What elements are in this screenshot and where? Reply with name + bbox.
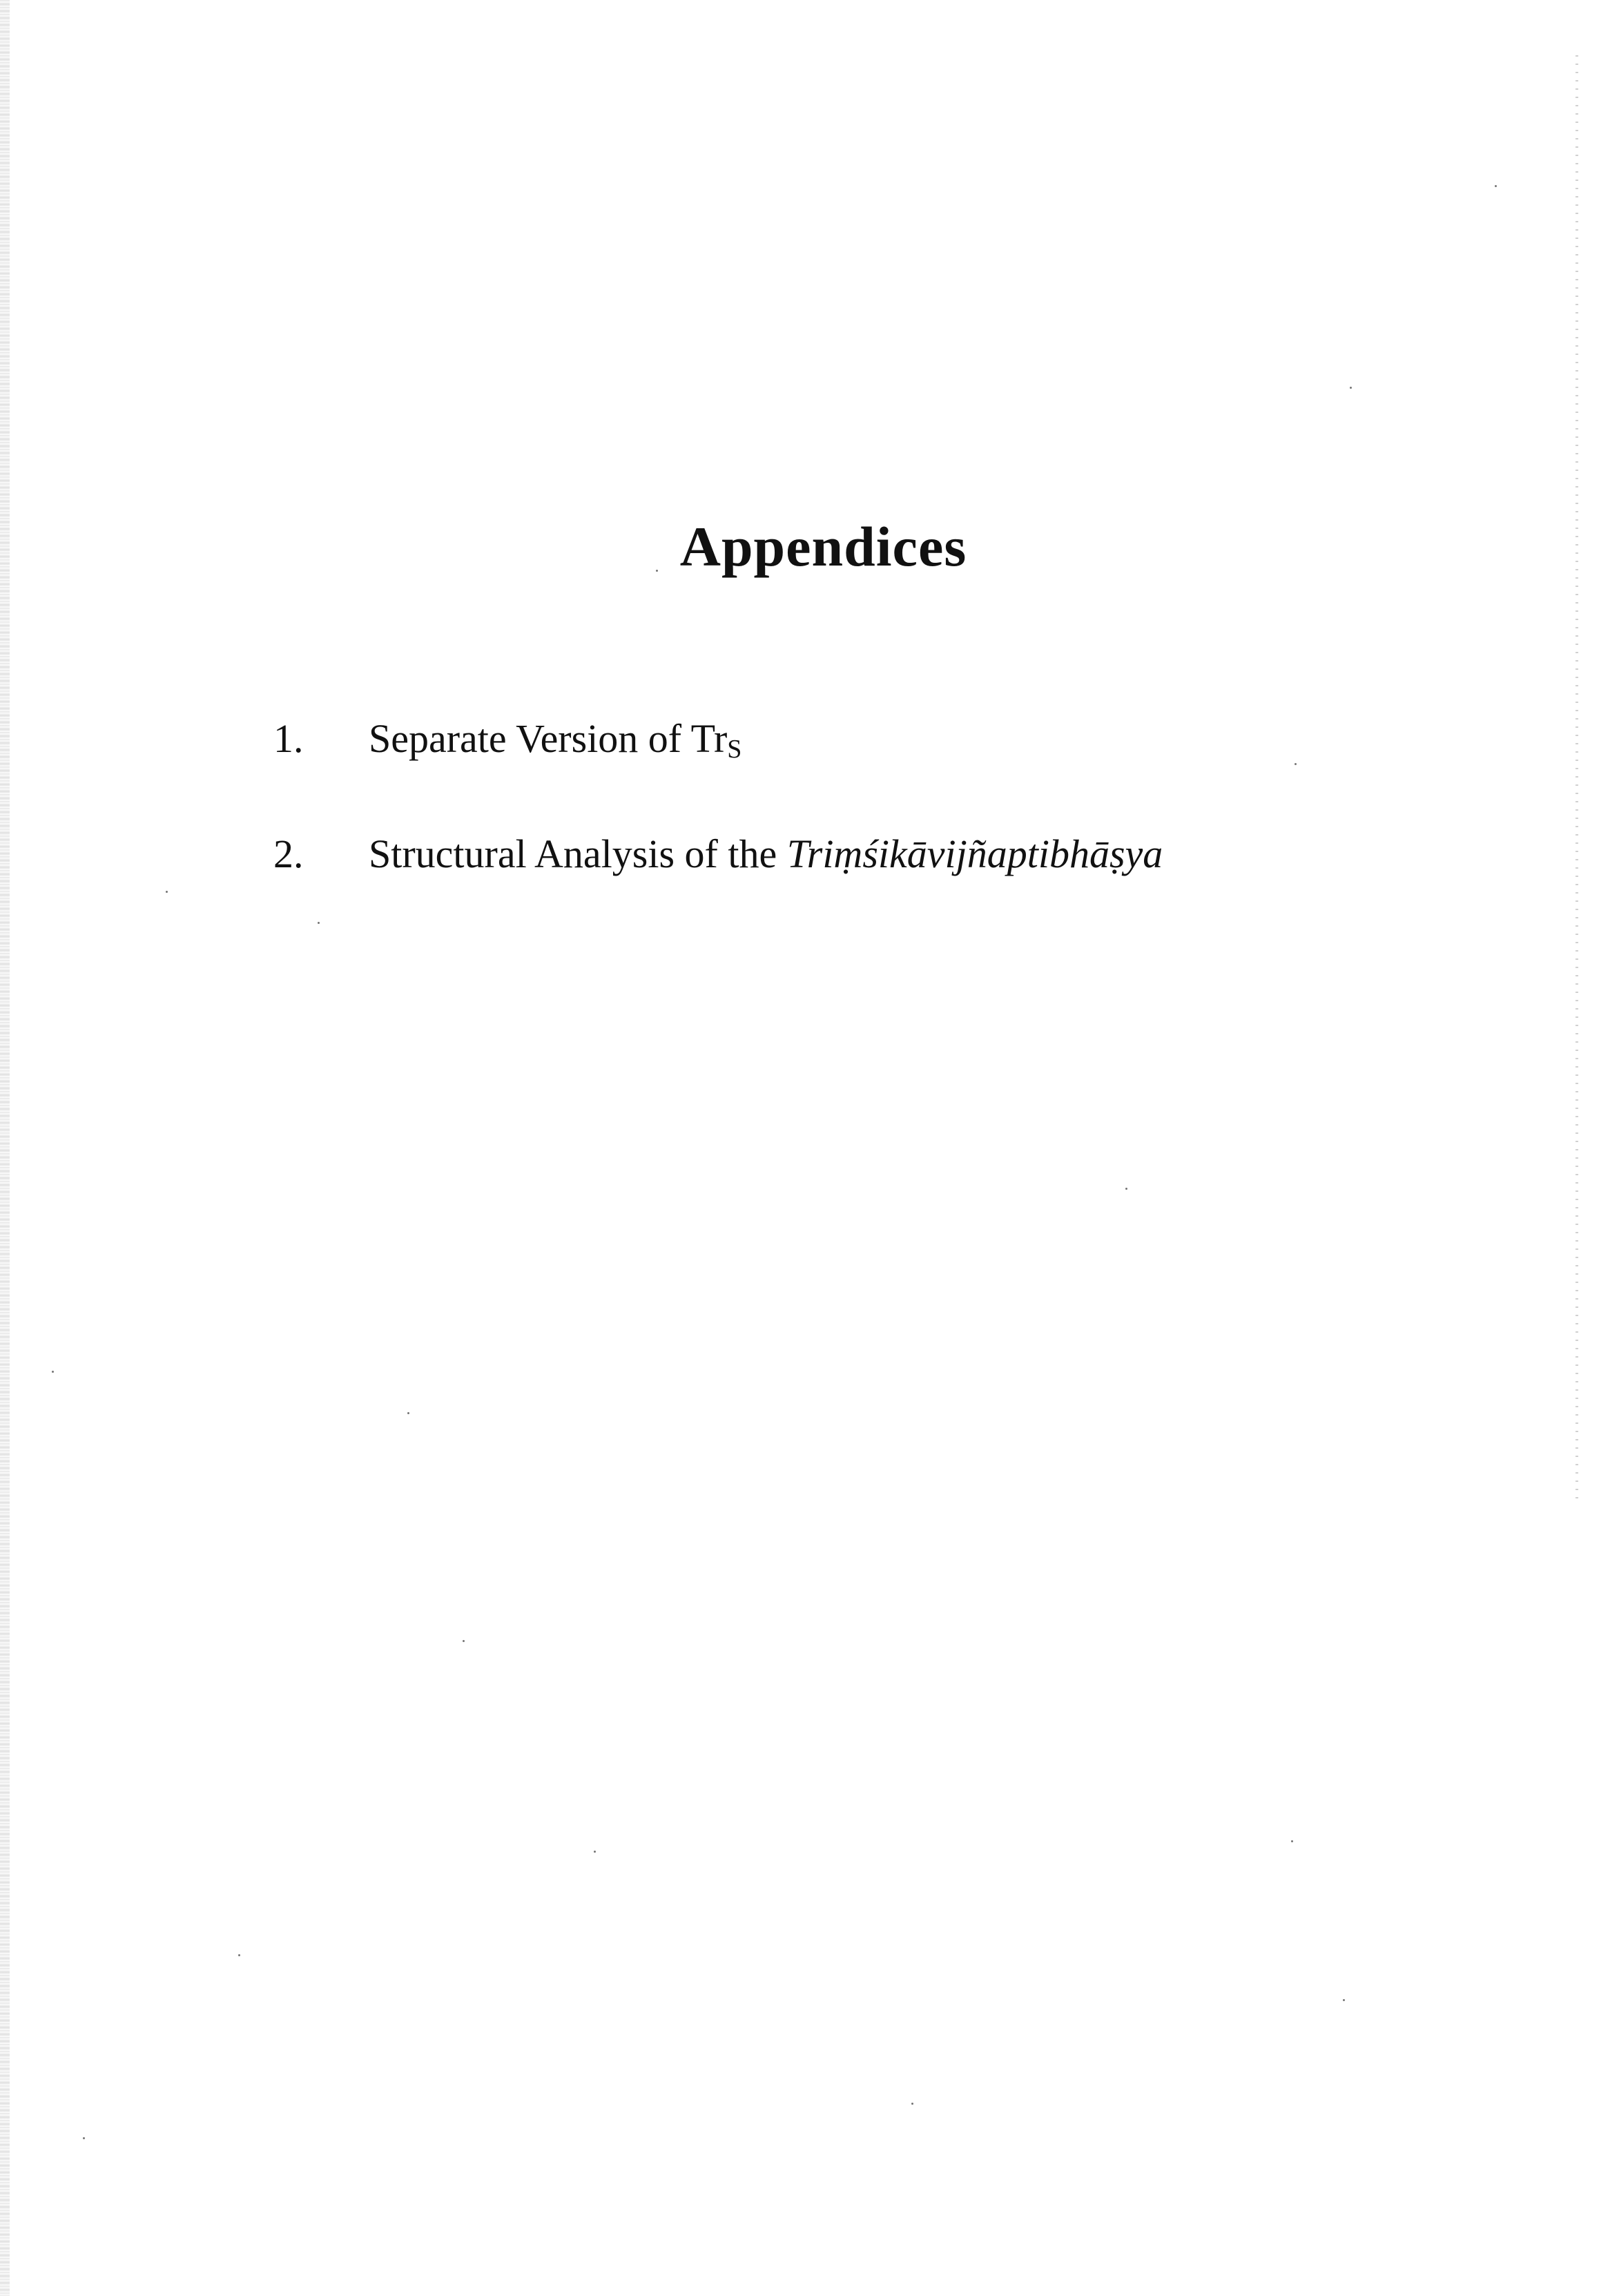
appendix-number: 1.	[273, 716, 304, 761]
scan-speck	[1125, 1188, 1127, 1190]
appendix-title-subscript: S	[727, 735, 742, 764]
scan-speck	[1495, 185, 1497, 187]
scan-speck	[318, 922, 320, 924]
scan-speck	[1343, 1999, 1345, 2001]
scan-edge-left	[0, 0, 10, 2296]
appendix-title-text: Separate Version of Tr	[369, 716, 728, 761]
appendix-title	[369, 830, 1163, 878]
appendix-number: 2.	[273, 831, 304, 876]
scan-speck	[594, 1851, 596, 1853]
scan-edge-right	[1576, 55, 1578, 1505]
scan-speck	[1350, 387, 1352, 389]
appendix-title-italic: Triṃśikāvijñaptibhāṣya	[786, 831, 1163, 876]
scan-speck	[1295, 763, 1297, 765]
appendix-title-text: Structural Analysis of the	[369, 831, 787, 876]
scan-speck	[238, 1954, 240, 1956]
appendix-title	[369, 715, 741, 773]
scan-speck	[463, 1640, 465, 1642]
appendix-item-2	[273, 830, 1447, 878]
page-title: Appendices	[679, 515, 967, 578]
scan-speck	[407, 1412, 409, 1414]
scan-speck	[911, 2103, 913, 2105]
scan-speck	[52, 1371, 54, 1373]
scan-speck	[1291, 1840, 1293, 1842]
appendix-list	[273, 715, 1447, 935]
scan-speck	[656, 570, 658, 572]
scan-speck	[83, 2137, 85, 2139]
appendix-item-1	[273, 715, 1447, 773]
scan-speck	[166, 891, 168, 893]
